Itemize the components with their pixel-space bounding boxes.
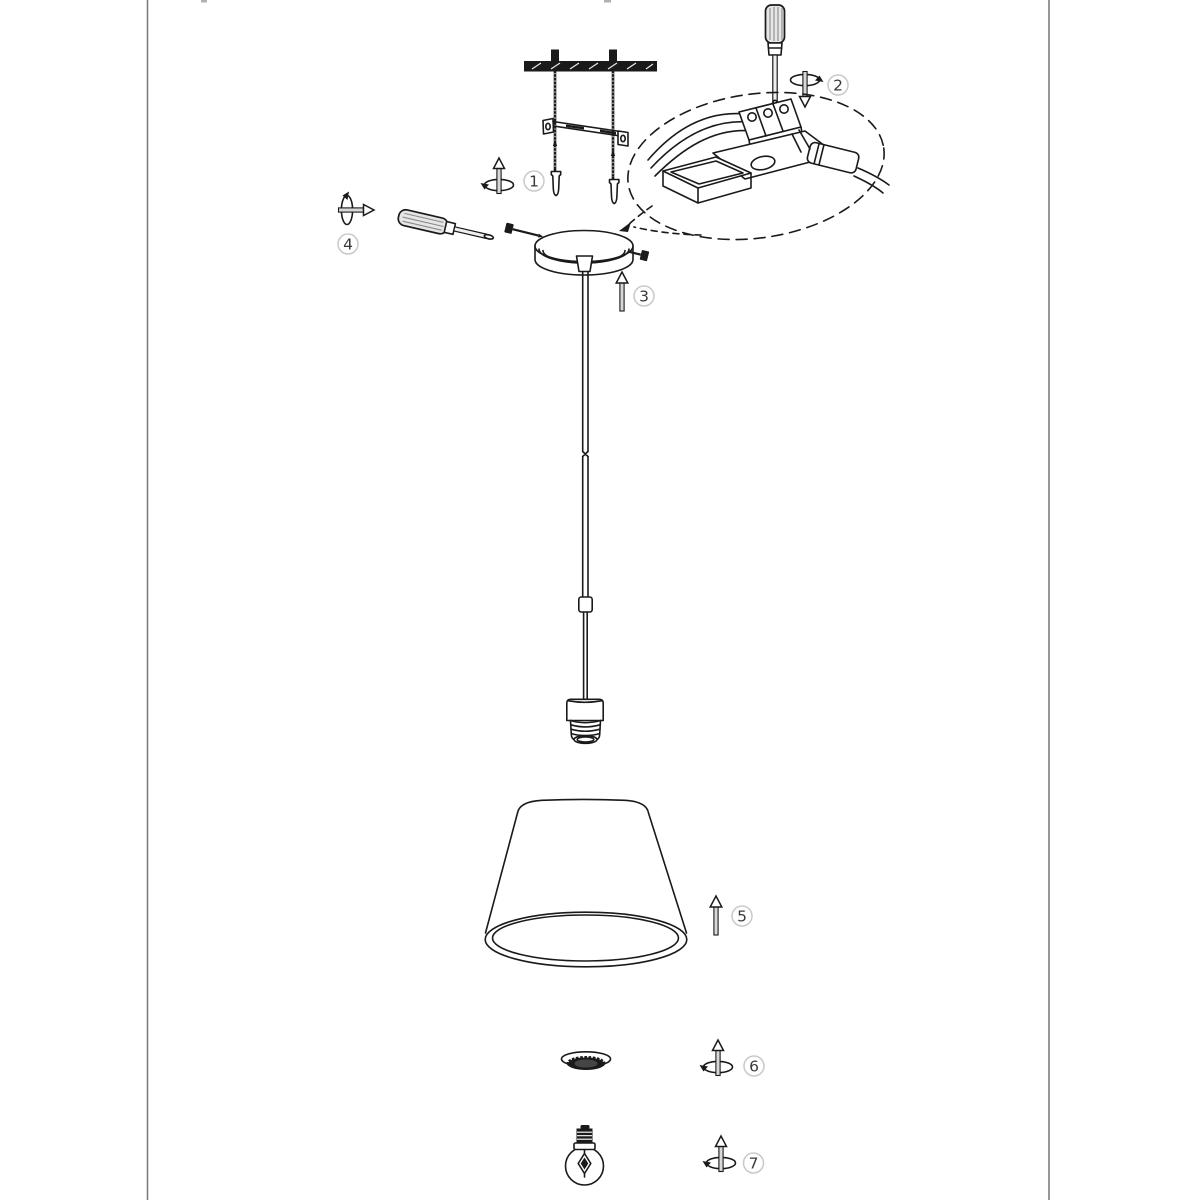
screw-head-right	[609, 50, 617, 62]
ceiling-bar	[524, 61, 657, 72]
lamp-socket	[567, 699, 603, 743]
ceiling-mounting-assembly	[481, 50, 658, 204]
step-number-7: 7	[748, 1154, 759, 1173]
step-number-6: 6	[749, 1057, 759, 1076]
step-marker-4	[338, 234, 358, 254]
shade-ring	[562, 1052, 611, 1070]
callout-leader-line	[634, 227, 701, 235]
arrow-up-icon	[710, 896, 722, 935]
step-number-5: 5	[737, 907, 747, 926]
rotate-around-vertical-axis-arrow-up-icon	[700, 1040, 733, 1076]
canopy-screw-left	[504, 223, 544, 242]
shade-bottom-rim-outer	[485, 912, 687, 967]
cord-grip	[577, 256, 593, 272]
arrow-up-icon	[616, 272, 628, 311]
rotate-around-horizontal-axis-arrow-right-icon	[339, 192, 375, 225]
wall-plug-right	[610, 180, 619, 204]
screwdriver-diagonal	[397, 208, 495, 245]
step-marker-5	[732, 906, 752, 926]
step-marker-6	[744, 1056, 764, 1076]
step-number-1: 1	[529, 172, 539, 191]
step-number-3: 3	[639, 287, 649, 306]
rotate-around-vertical-axis-arrow-up-icon	[703, 1136, 736, 1172]
step-number-4: 4	[343, 235, 353, 254]
wiring-step	[618, 5, 894, 255]
canopy-screw-step	[338, 192, 495, 255]
rod-coupler	[579, 597, 592, 612]
callout-leader-arrowhead	[619, 222, 631, 232]
light-bulb	[566, 1125, 604, 1185]
screw-head-left	[551, 50, 559, 62]
rotate-around-vertical-axis-arrow-down-icon	[791, 72, 824, 108]
step-marker-1	[524, 171, 544, 191]
step-number-2: 2	[833, 76, 843, 95]
ceiling-canopy	[535, 231, 633, 276]
ceiling-canopy-assembly	[504, 223, 654, 311]
wall-plug-left	[551, 172, 560, 196]
step-marker-2	[828, 75, 848, 95]
rotate-around-vertical-axis-arrow-up-icon	[481, 158, 514, 194]
bulb-collar	[574, 1143, 595, 1150]
lampshade	[485, 799, 687, 966]
step-marker-3	[634, 286, 654, 306]
wiring-detail-callout	[618, 77, 894, 256]
step-marker-7	[744, 1153, 764, 1173]
rod-joint	[583, 452, 588, 457]
crop-artifact-tick	[604, 0, 611, 3]
crop-artifact-tick	[201, 0, 207, 3]
suspension-rod	[579, 272, 592, 700]
threaded-screw-right	[611, 71, 615, 179]
